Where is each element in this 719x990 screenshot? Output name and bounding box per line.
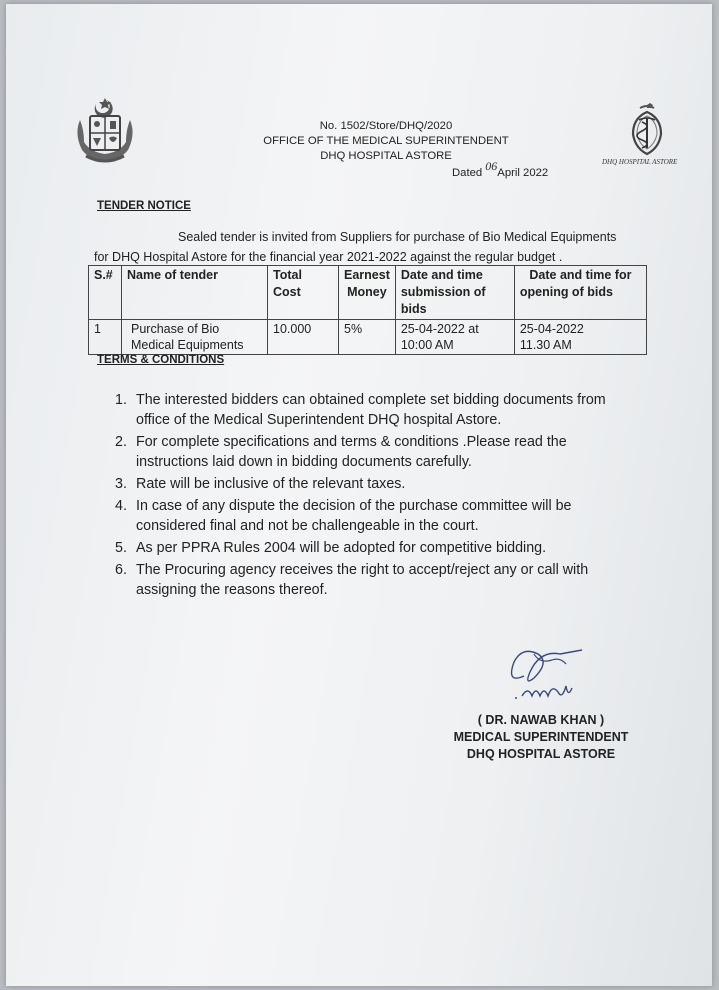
signatory-name: ( DR. NAWAB KHAN ): [477, 713, 605, 727]
list-item: 6. The Procuring agency receives the right to accept/reject any or call with assigning the reasons thereof.: [115, 562, 589, 598]
terms-title: TERMS & CONDITIONS: [97, 354, 225, 366]
cell-submission: 25-04-2022 at 10:00 AM: [395, 320, 514, 355]
cell-total-cost: 10.000: [268, 320, 339, 355]
header-cell-opening: Date and time for opening of bids: [514, 266, 646, 320]
signatory-office: DHQ HOSPITAL ASTORE: [466, 747, 616, 761]
letterhead: [236, 119, 536, 164]
cell-earnest: 5%: [339, 320, 396, 355]
office-title: OFFICE OF THE MEDICAL SUPERINTENDENT: [263, 135, 509, 147]
signatory-block: [436, 712, 646, 763]
list-item: 5. As per PPRA Rules 2004 will be adopted for competitive bidding.: [115, 540, 547, 556]
table-header-row: [89, 266, 647, 320]
date-line: [452, 159, 549, 180]
reference-number: No. 1502/Store/DHQ/2020: [319, 120, 453, 132]
conditions-list: [110, 390, 650, 602]
signatory-designation: MEDICAL SUPERINTENDENT: [453, 730, 629, 744]
header-cell-submission: Date and time submission of bids: [395, 266, 514, 320]
list-item: 4. In case of any dispute the decision of the purchase committee will be considered final and not be challengeable in the court.: [115, 498, 572, 534]
list-item: 3. Rate will be inclusive of the relevant taxes.: [115, 476, 406, 492]
state-emblem-icon: [74, 96, 136, 166]
header-cell-sno: S.#: [89, 266, 122, 320]
intro-line-1: Sealed tender is invited from Suppliers for purchase of Bio Medical Equipments: [178, 230, 617, 244]
cell-opening: 25-04-2022 11.30 AM: [514, 320, 646, 355]
dated-day: 06: [485, 159, 498, 173]
dated-month-year: April 2022: [497, 167, 549, 179]
hospital-name: DHQ HOSPITAL ASTORE: [320, 150, 452, 162]
document-page: [6, 4, 712, 986]
table-row: [89, 320, 647, 355]
hospital-logo-icon: [622, 102, 672, 158]
cell-sno: 1: [89, 320, 122, 355]
tender-table: [88, 265, 647, 355]
list-item: 1. The interested bidders can obtained complete set bidding documents from office of the Medical Superintendent DHQ hospital Astore.: [115, 392, 606, 428]
tender-notice-title: TENDER NOTICE: [97, 200, 191, 212]
header-cell-name: Name of tender: [122, 266, 268, 320]
list-item: 2. For complete specifications and terms & conditions .Please read the instructions laid down in bidding documents carefully.: [115, 434, 567, 470]
dated-label: Dated: [452, 167, 483, 179]
intro-line-2: for DHQ Hospital Astore for the financial year 2021-2022 against the regular budget .: [94, 250, 563, 264]
signature-icon: [494, 636, 594, 708]
hospital-logo-caption: DHQ HOSPITAL ASTORE: [602, 158, 678, 166]
header-cell-cost: Total Cost: [268, 266, 339, 320]
cell-name: Purchase of Bio Medical Equipments: [122, 320, 268, 355]
header-cell-earnest: Earnest Money: [339, 266, 396, 320]
